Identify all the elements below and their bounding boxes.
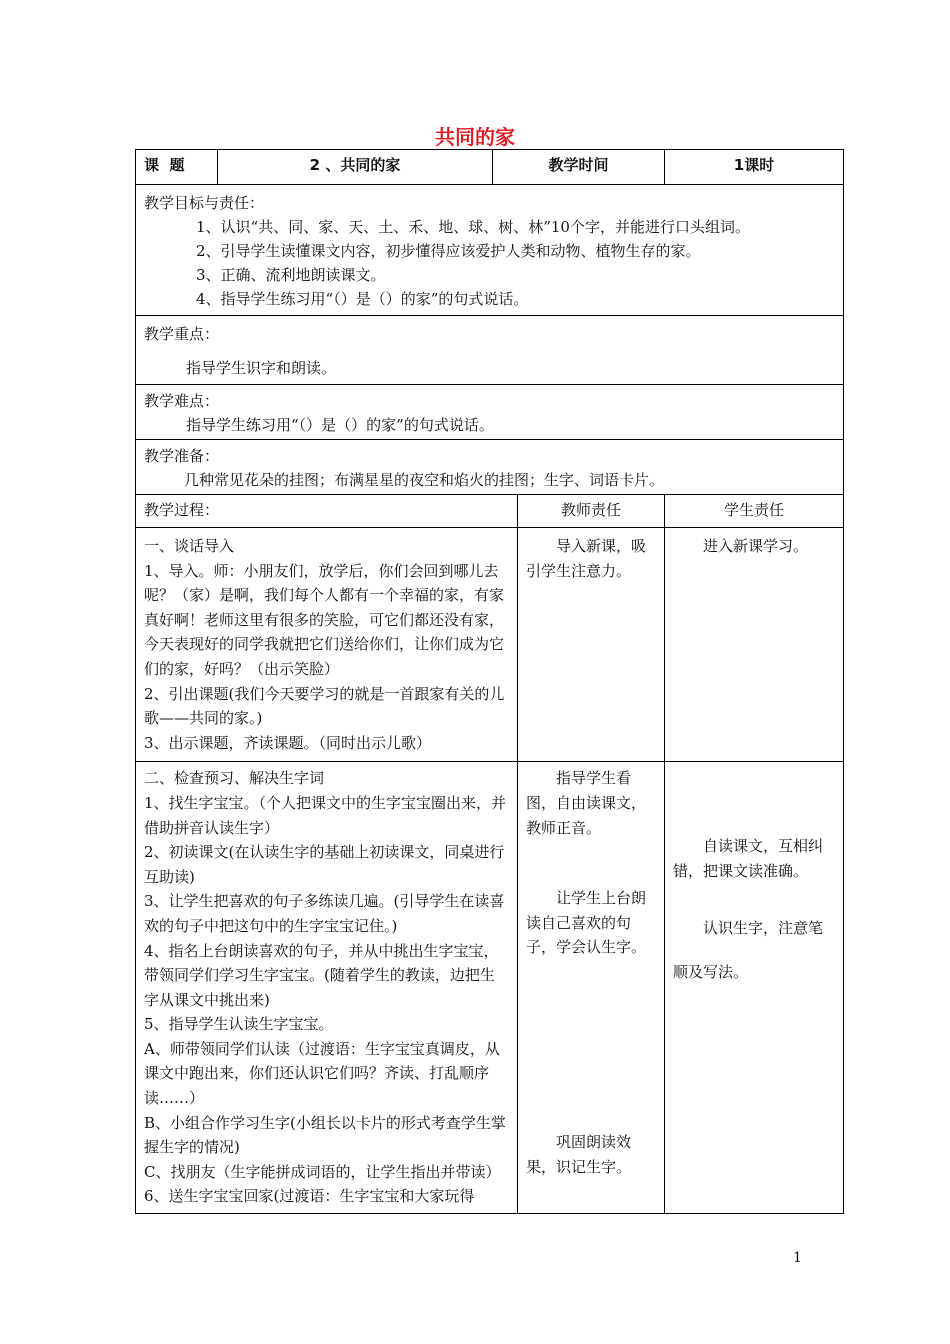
process-line: 2、初读课文(在认读生字的基础上初读课文，同桌进行互助读) <box>144 843 505 886</box>
process-line: C、找朋友（生字能拼成词语的，让学生指出并带读） <box>144 1162 501 1181</box>
page-number: 1 <box>793 1250 802 1266</box>
goal-item: 1、认识“共、同、家、天、土、禾、地、球、树、林”10个字，并能进行口头组词。 <box>196 218 750 236</box>
key-row <box>136 316 844 385</box>
process-line: A、师带领同学们认读（过渡语：生字宝宝真调皮，从课文中跑出来，你们还认识它们吗？齐读、打乱顺序读……） <box>144 1039 500 1108</box>
key-label: 教学重点： <box>144 325 220 343</box>
process-line: 4、指名上台朗读喜欢的句子，并从中挑出生字宝宝，带领同学们学习生字宝宝。(随着学生的教读，边把生字从课文中挑出来) <box>144 941 499 1009</box>
process-line: 2、引出课题(我们今天要学习的就是一首跟家有关的儿歌——共同的家。) <box>144 684 505 728</box>
process-label: 教学过程： <box>136 495 518 528</box>
student-label: 学生责任 <box>665 495 844 528</box>
document-title: 共同的家 <box>435 125 515 149</box>
prep-row <box>136 440 844 495</box>
student-note: 自读课文，互相纠错，把课文读准确。 <box>673 837 824 880</box>
teacher-note: 导入新课，吸引学生注意力。 <box>526 537 647 580</box>
prep-label: 教学准备： <box>144 447 220 465</box>
process-line: 6、送生字宝宝回家(过渡语：生字宝宝和大家玩得 <box>144 1187 475 1206</box>
process-line: 3、出示课题，齐读课题。（同时出示儿歌） <box>144 733 432 752</box>
subject-label: 课 题 <box>136 150 218 185</box>
process-header-row <box>136 495 844 528</box>
header-row <box>136 150 844 185</box>
teacher-note: 巩固朗读效果，识记生字。 <box>526 1132 632 1176</box>
student-note: 进入新课学习。 <box>703 537 809 555</box>
goals-row <box>136 185 844 316</box>
goals-label: 教学目标与责任： <box>144 194 265 212</box>
process-line: 1、找生字宝宝。（个人把课文中的生字宝宝圈出来，并借助拼音认读生字） <box>144 793 507 837</box>
process-section-1 <box>136 528 844 762</box>
time-label: 教学时间 <box>493 150 665 185</box>
process-line: B、小组合作学习生字(小组长以卡片的形式考查学生掌握生字的情况) <box>144 1113 506 1157</box>
time-value: 1课时 <box>665 150 844 185</box>
goal-item: 4、指导学生练习用“（）是（）的家”的句式说话。 <box>196 290 529 308</box>
difficulty-label: 教学难点： <box>144 392 220 410</box>
process-line: 5、指导学生认读生字宝宝。 <box>144 1015 334 1034</box>
difficulty-row <box>136 385 844 440</box>
key-text: 指导学生识字和朗读。 <box>186 359 337 377</box>
difficulty-text: 指导学生练习用“（）是（）的家”的句式说话。 <box>186 416 494 434</box>
process-line: 1、导入。师：小朋友们，放学后，你们会回到哪儿去呢？（家）是啊，我们每个人都有一个幸福的家，有家真好啊！老师这里有很多的笑脸，可它们都还没有家，今天表现好的同学我就把它们送给你们，让你们成为它们的家，好吗？（出示笑脸） <box>144 561 505 678</box>
teacher-label: 教师责任 <box>518 495 665 528</box>
process-line: 3、让学生把喜欢的句子多练读几遍。(引导学生在读喜欢的句子中把这句中的生字宝宝记住。) <box>144 892 505 935</box>
process-line: 二、检查预习、解决生字词 <box>144 769 325 788</box>
goal-item: 2、引导学生读懂课文内容，初步懂得应该爱护人类和动物、植物生存的家。 <box>196 242 701 260</box>
prep-text: 几种常见花朵的挂图；布满星星的夜空和焰火的挂图；生字、词语卡片。 <box>184 471 665 489</box>
process-section-2 <box>136 762 844 1214</box>
process-line: 一、谈话导入 <box>144 537 235 555</box>
subject-value: 2 、共同的家 <box>218 150 493 185</box>
student-note: 认识生字，注意笔顺及写法。 <box>673 918 824 981</box>
lesson-plan-table <box>135 149 844 1214</box>
teacher-note: 指导学生看图，自由读课文，教师正音。 <box>526 769 647 837</box>
teacher-note: 让学生上台朗读自己喜欢的句子，学会认生字。 <box>526 889 647 957</box>
goal-item: 3、正确、流利地朗读课文。 <box>196 266 386 284</box>
